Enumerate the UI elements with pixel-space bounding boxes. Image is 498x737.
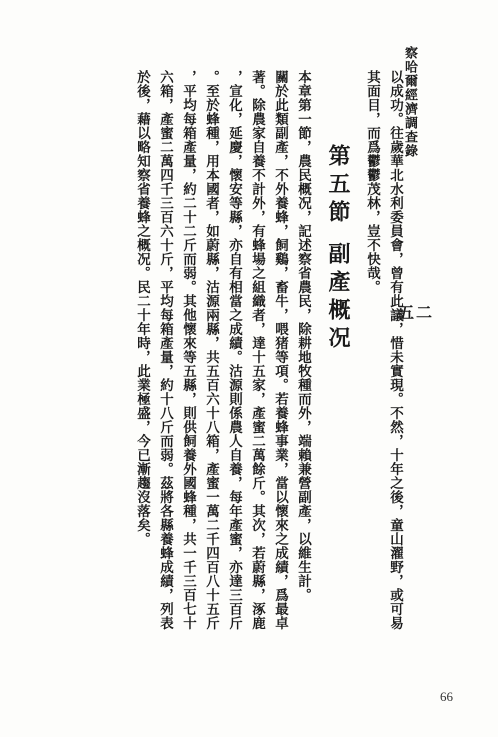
section-title: 副產概况 — [325, 242, 351, 354]
text-line: ，宣化，延慶，懷安等縣，亦自有相當之成績。沽源則係農人自養，每年產蜜，亦達三百斤 — [226, 70, 242, 630]
section-heading — [320, 70, 356, 650]
text-line: 著。除農家自養不計外，有蜂場之組織者，達十五家，產蜜二萬餘斤。其次，若蔚縣，涿鹿 — [249, 70, 265, 630]
text-line: ，平均每箱產量，約二十二斤而弱。其他懷來等五縣，則供飼養外國蜂種，共一千三百七十 — [180, 70, 196, 630]
running-header-title: 察哈爾經濟調查錄 — [402, 46, 417, 158]
section-number: 第五節 — [325, 144, 351, 228]
running-header-page-number: 五二 — [398, 303, 435, 322]
text-line: 本章第一節，農民概况，記述察省農民，除耕地牧種而外，端賴兼營副產，以維生計。 — [295, 70, 311, 602]
text-line: 六箱，產蜜二萬四千三百六十斤，平均每箱產量，約十八斤而弱。茲將各縣養蜂成績，列表 — [157, 70, 173, 630]
text-line: 。至於蜂種，用本國者，如蔚縣，沽源兩縣，共五百六十八箱，產蜜一萬二千四百八十五斤 — [203, 70, 219, 630]
text-line: 其面目，而爲鬱鬱茂林，豈不快哉。 — [364, 70, 380, 294]
text-line: 於後，藉以略知察省養蜂之概况。民二十年時，此業極盛，今已漸趨沒落矣。 — [134, 70, 150, 546]
text-line: 以成功。往歲華北水利委員會，曾有此議，惜未實現。不然，十年之後，童山濯野，或可易 — [387, 70, 403, 630]
text-line: 關於此類副產，不外養蜂，飼鷄，畜牛，喂猪等項。若養蜂事業，當以懷來之成績，爲最卓 — [272, 70, 288, 630]
body-text — [130, 70, 406, 650]
folio-number: 66 — [440, 689, 453, 704]
